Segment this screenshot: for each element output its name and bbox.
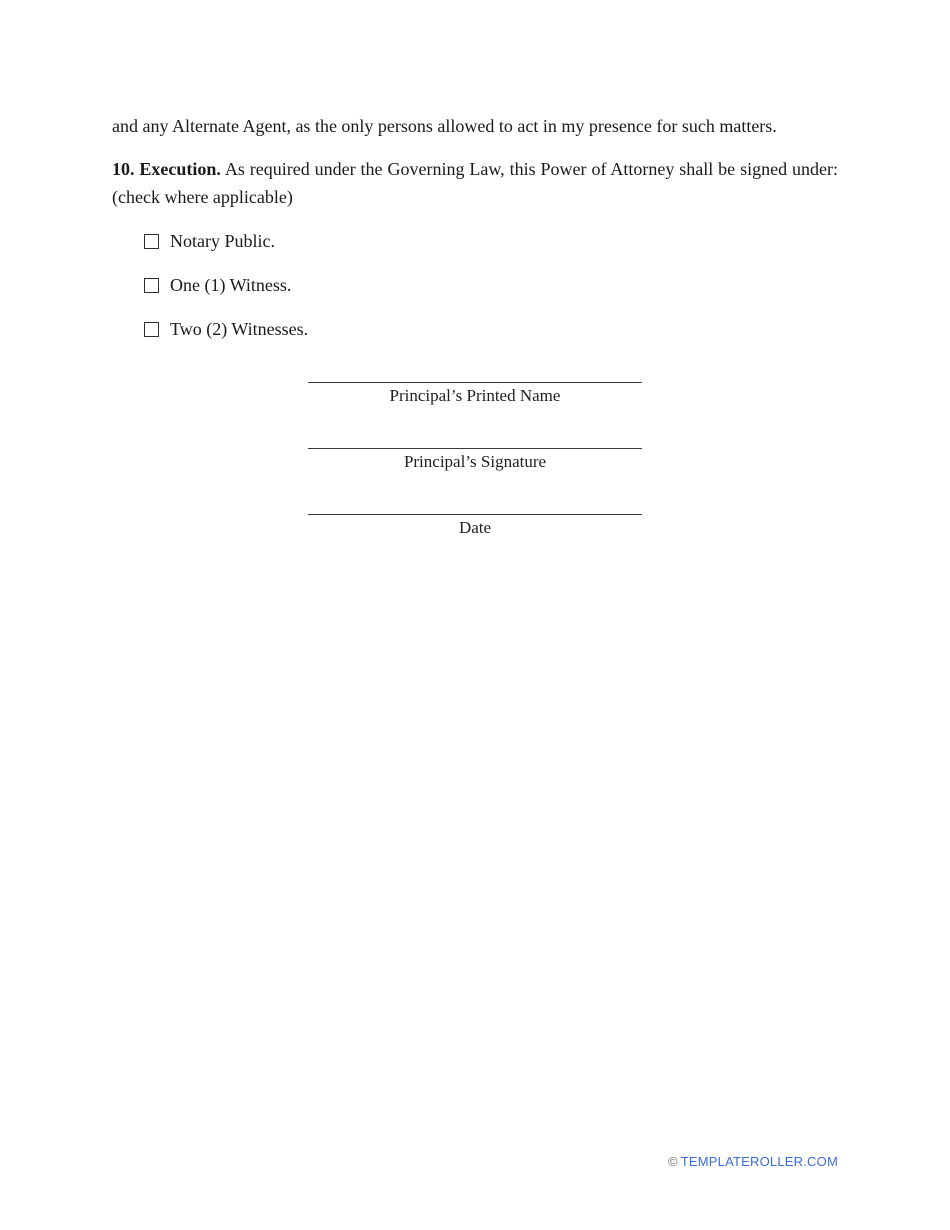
signature-label: Principal’s Signature — [403, 452, 547, 471]
intro-paragraph: and any Alternate Agent, as the only persons allowed to act in my presence for such matters. — [112, 116, 777, 136]
signature-field-date — [308, 514, 642, 539]
checkbox-row-one-witness — [144, 271, 838, 299]
checkbox-row-two-witnesses — [144, 315, 838, 343]
document-content — [0, 0, 950, 539]
signature-field-signature — [308, 448, 642, 473]
two-witnesses-checkbox-label: Two (2) Witnesses. — [170, 318, 309, 339]
execution-section-text: As required under the Governing Law, this Power of Attorney shall be signed under: (check where applicable) — [112, 159, 838, 207]
two-witnesses-checkbox[interactable] — [144, 322, 159, 337]
templateroller-link[interactable]: TEMPLATEROLLER.COM — [680, 1154, 838, 1169]
one-witness-checkbox-label: One (1) Witness. — [170, 274, 292, 295]
date-label: Date — [458, 518, 492, 537]
one-witness-checkbox[interactable] — [144, 278, 159, 293]
date-signature-line — [308, 514, 642, 515]
execution-checklist — [112, 227, 838, 343]
execution-paragraph — [112, 155, 838, 211]
signature-block — [112, 382, 838, 539]
copyright-icon: © — [667, 1154, 678, 1169]
signature-field-printed-name — [308, 382, 642, 407]
footer — [668, 1153, 838, 1171]
notary-public-checkbox[interactable] — [144, 234, 159, 249]
signature-signature-line — [308, 448, 642, 449]
printed-name-label: Principal’s Printed Name — [389, 386, 561, 405]
execution-section-number: 10. Execution. — [112, 159, 221, 179]
printed-name-signature-line — [308, 382, 642, 383]
checkbox-row-notary-public — [144, 227, 838, 255]
notary-public-checkbox-label: Notary Public. — [170, 230, 275, 251]
